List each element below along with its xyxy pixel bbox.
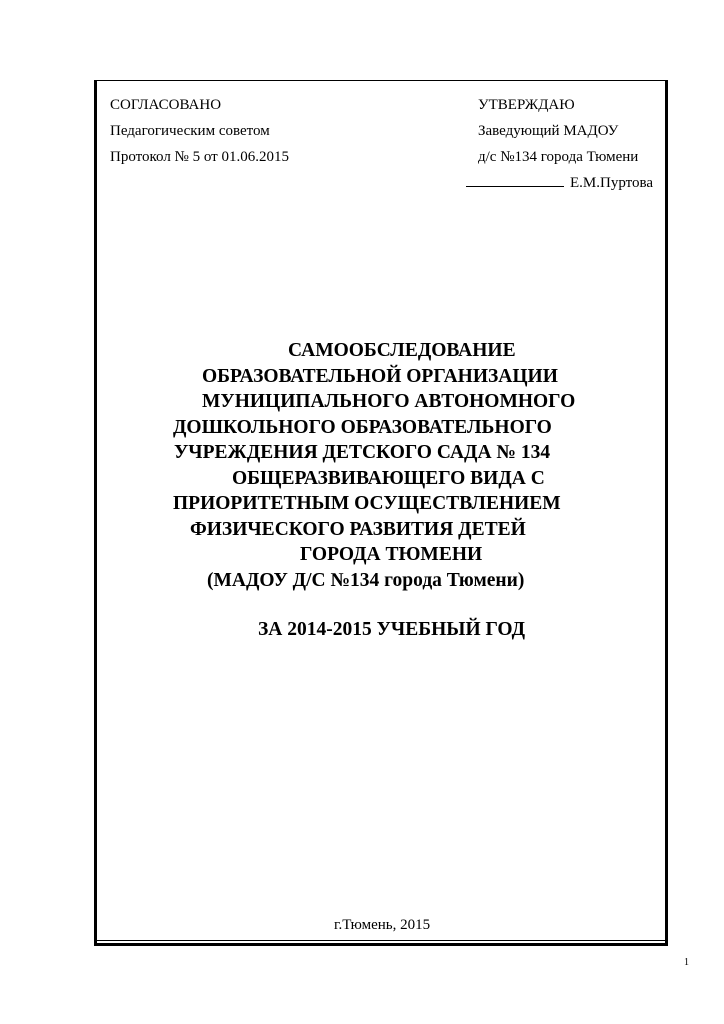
- signature-row: [466, 170, 653, 196]
- approval-right-position: Заведующий МАДОУ: [478, 123, 619, 139]
- title-line: УЧРЕЖДЕНИЯ ДЕТСКОГО САДА № 134: [174, 442, 551, 463]
- approval-left-block: [110, 92, 289, 170]
- title-line: ГОРОДА ТЮМЕНИ: [300, 544, 483, 565]
- title-line: (МАДОУ Д/С №134 города Тюмени): [207, 569, 525, 591]
- title-line: ОБРАЗОВАТЕЛЬНОЙ ОРГАНИЗАЦИИ: [202, 365, 558, 387]
- place-and-year: г.Тюмень, 2015: [334, 917, 431, 933]
- title-line: ОБЩЕРАЗВИВАЮЩЕГО ВИДА С: [232, 467, 545, 489]
- page-number: 1: [684, 957, 689, 968]
- title-line: МУНИЦИПАЛЬНОГО АВТОНОМНОГО: [202, 391, 576, 412]
- approval-right-organization: д/с №134 города Тюмени: [478, 149, 639, 165]
- title-line: САМООБСЛЕДОВАНИЕ: [288, 340, 516, 361]
- approval-right-heading: УТВЕРЖДАЮ: [478, 97, 575, 113]
- academic-year: ЗА 2014-2015 УЧЕБНЫЙ ГОД: [258, 619, 526, 640]
- approval-right-block: [478, 92, 638, 170]
- title-line: ПРИОРИТЕТНЫМ ОСУЩЕСТВЛЕНИЕМ: [173, 493, 561, 514]
- title-line: ДОШКОЛЬНОГО ОБРАЗОВАТЕЛЬНОГО: [173, 416, 552, 438]
- page-border-inner-line: [94, 940, 668, 941]
- approval-left-protocol: Протокол № 5 от 01.06.2015: [110, 149, 289, 165]
- approval-left-heading: СОГЛАСОВАНО: [110, 97, 222, 113]
- title-line: ФИЗИЧЕСКОГО РАЗВИТИЯ ДЕТЕЙ: [190, 518, 526, 540]
- approval-left-council: Педагогическим советом: [110, 123, 270, 139]
- document-title: [100, 338, 668, 593]
- signature-line: [466, 171, 564, 187]
- signature-name: Е.М.Пуртова: [570, 175, 654, 191]
